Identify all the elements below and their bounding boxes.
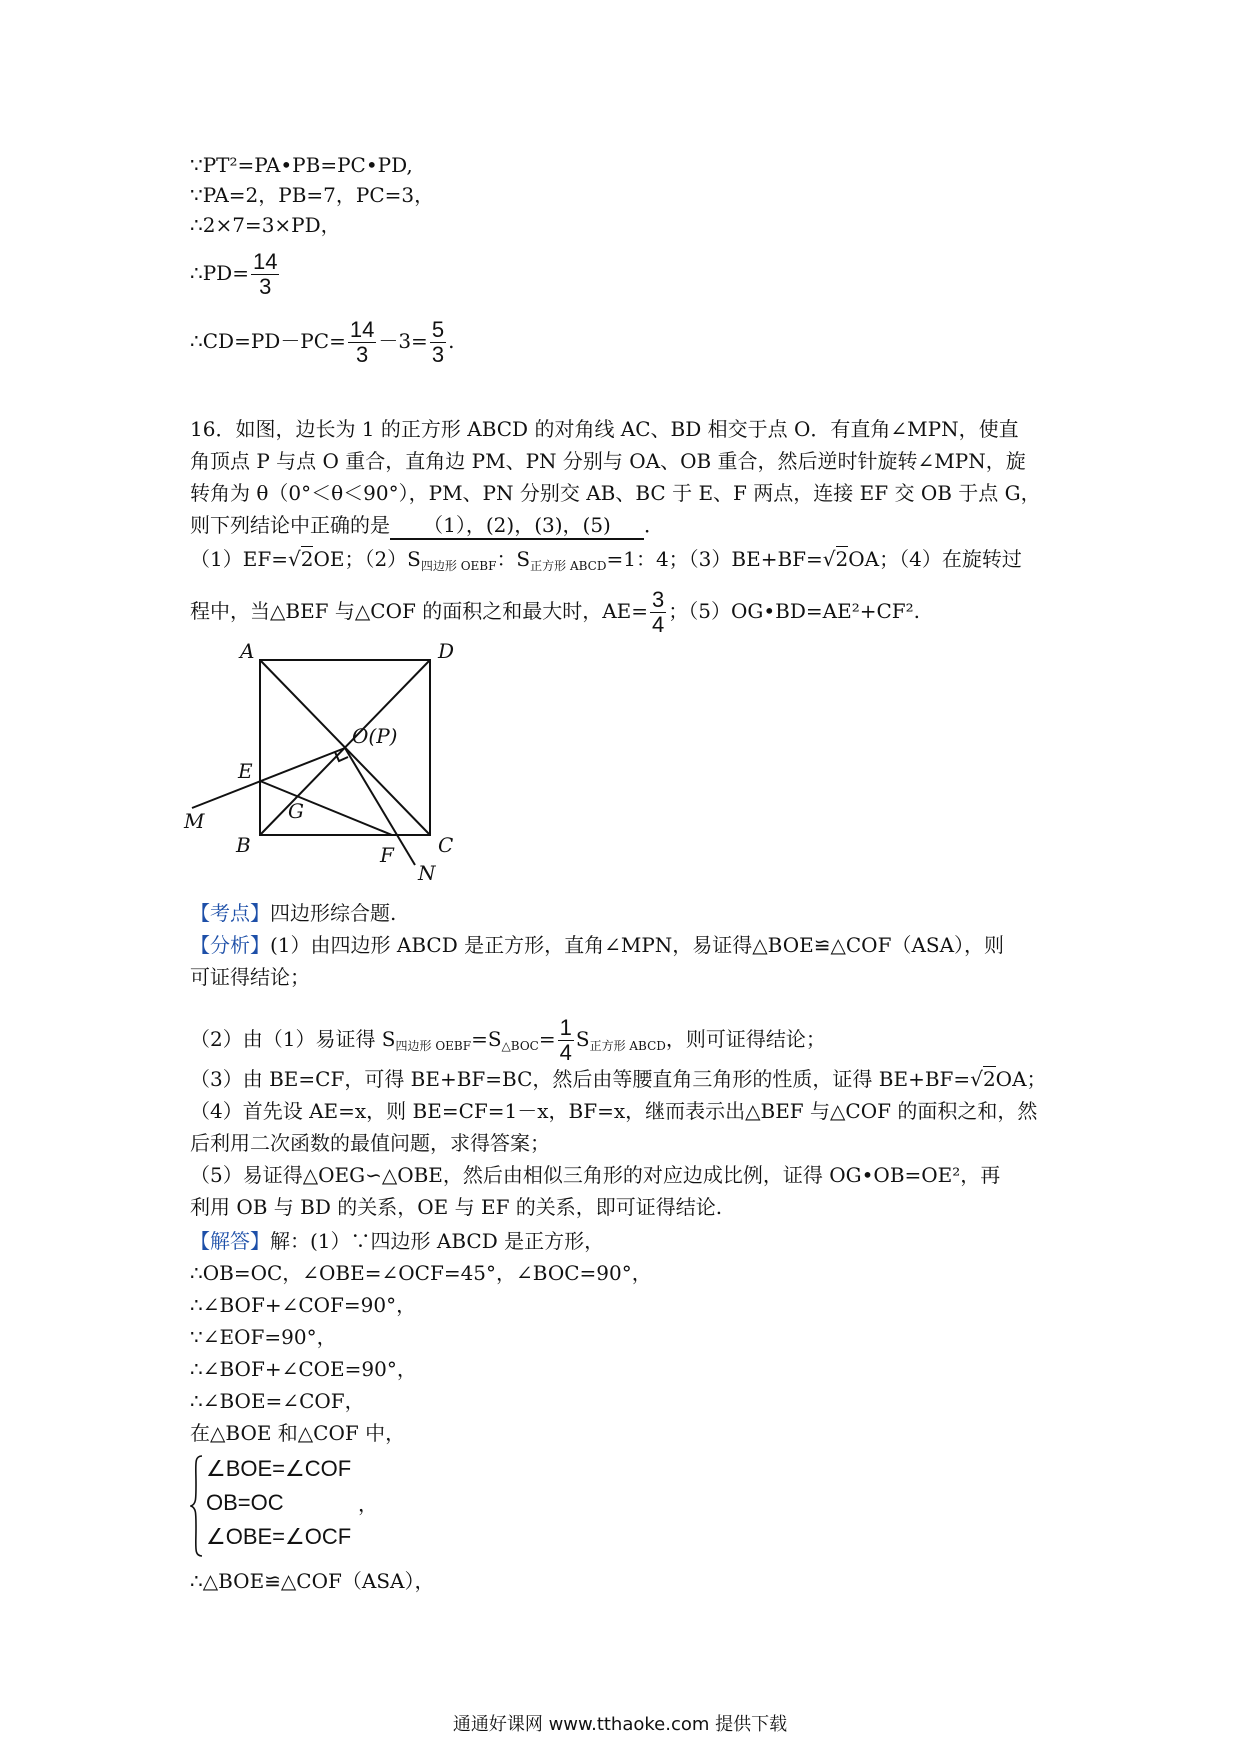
question-suffix: ． — [644, 513, 664, 537]
jieda-line: ∴∠BOF+∠COF=90°， — [190, 1293, 417, 1317]
fenxi-tag: 【分析】 — [190, 933, 270, 957]
sqrt-symbol: √ — [287, 547, 301, 571]
fenxi-text: OA； — [995, 1067, 1047, 1091]
text-line: ∴2×7=3×PD， — [190, 213, 341, 237]
fenxi-text: =S — [471, 1027, 502, 1051]
kaodian-tag: 【考点】 — [190, 901, 270, 925]
opt-text: （1）EF= — [190, 547, 288, 571]
opt-text: 程中，当△BEF 与△COF 的面积之和最大时，AE= — [190, 599, 649, 623]
fenxi-line: 后利用二次函数的最值问题，求得答案； — [190, 1131, 550, 1155]
opt-text: =1：4；（3）BE+BF= — [606, 547, 823, 571]
fenxi-line — [190, 1016, 826, 1065]
subscript: △BOC — [501, 1039, 539, 1053]
jieda-line: ∴∠BOE=∠COF， — [190, 1389, 365, 1413]
fenxi-text: （3）由 BE=CF，可得 BE+BF=BC，然后由等腰直角三角形的性质，证得 BE+BF= — [190, 1067, 971, 1091]
text-line: ∵PT²=PA•PB=PC•PD, — [190, 153, 413, 177]
opt-text: ；（5）OG•BD=AE²+CF². — [668, 599, 921, 623]
question-line: 转角为 θ（0°＜θ＜90°），PM、PN 分别交 AB、BC 于 E、F 两点，连接 EF 交 OB 于点 G， — [190, 481, 1041, 505]
opt-text: ：S — [496, 547, 531, 571]
fraction-denominator: 4 — [652, 612, 665, 637]
question-line — [190, 512, 664, 540]
label-a: A — [240, 640, 255, 663]
cd-mid: －3= — [378, 329, 428, 353]
answer-blank: （1），(2)，(3)，(5) — [390, 512, 644, 540]
fenxi-line: 利用 OB 与 BD 的关系，OE 与 EF 的关系，即可证得结论. — [190, 1195, 723, 1219]
fraction-numerator: 5 — [431, 317, 445, 342]
right-angle-mark — [335, 752, 348, 761]
system-comma: ， — [358, 1492, 378, 1516]
fraction-numerator: 14 — [349, 317, 375, 342]
left-brace — [190, 1454, 204, 1558]
fraction — [558, 1016, 574, 1065]
fenxi-line: （5）易证得△OEG∽△OBE，然后由相似三角形的对应边成比例，证得 OG•OB=OE²，再 — [190, 1163, 1001, 1187]
cd-prefix: ∴CD=PD－PC= — [190, 329, 346, 353]
sqrt-symbol: √ — [970, 1067, 983, 1091]
jieda-line: 在△BOE 和△COF 中， — [190, 1421, 406, 1445]
pd-equation — [190, 250, 281, 299]
question-line: 角顶点 P 与点 O 重合，直角边 PM、PN 分别与 OA、OB 重合，然后逆时针旋转∠MPN，旋 — [190, 449, 1026, 473]
label-n: N — [418, 861, 436, 880]
jieda-line: ∵∠EOF=90°， — [190, 1325, 337, 1349]
label-m: M — [184, 809, 205, 833]
jieda-text: 解：(1）∵四边形 ABCD 是正方形， — [270, 1229, 605, 1253]
kaodian-line — [190, 900, 396, 926]
sqrt-radicand: 2 — [982, 1067, 996, 1091]
ray-pm — [192, 748, 345, 808]
fraction-denominator: 3 — [355, 342, 369, 367]
fraction — [430, 318, 446, 367]
label-o: O(P) — [352, 724, 398, 748]
label-e: E — [238, 759, 253, 783]
options-line — [190, 588, 920, 637]
label-f: F — [380, 843, 394, 867]
fenxi-text: ，则可证得结论； — [665, 1027, 826, 1051]
subscript: 正方形 ABCD — [530, 559, 607, 573]
label-g: G — [288, 799, 304, 823]
fenxi-text: （2）由（1）易证得 S — [190, 1027, 396, 1051]
fenxi-line: 可证得结论； — [190, 965, 310, 989]
segment-ef — [260, 781, 392, 835]
jieda-line: ∴∠BOF+∠COE=90°， — [190, 1357, 417, 1381]
fraction-denominator: 4 — [559, 1040, 572, 1065]
fenxi-text: (1）由四边形 ABCD 是正方形，直角∠MPN，易证得△BOE≌△COF（ASA），则 — [270, 933, 1005, 957]
opt-text: OA；（4）在旋转过 — [848, 547, 1022, 571]
fenxi-text: S — [575, 1027, 590, 1051]
fraction — [251, 250, 279, 299]
fenxi-text: = — [538, 1027, 556, 1051]
cd-equation — [190, 318, 454, 367]
subscript: 四边形 OEBF — [395, 1039, 472, 1053]
jieda-line: ∴OB=OC，∠OBE=∠OCF=45°，∠BOC=90°， — [190, 1261, 652, 1285]
fraction-denominator: 3 — [431, 342, 445, 367]
system-eq-2: OB=OC — [206, 1490, 284, 1515]
fraction-numerator: 3 — [652, 587, 665, 612]
kaodian-text: 四边形综合题. — [270, 901, 397, 925]
jieda-line — [190, 1228, 604, 1254]
system-eq-1: ∠BOE=∠COF — [206, 1456, 352, 1481]
cd-suffix: . — [448, 329, 455, 353]
sqrt-symbol: √ — [822, 547, 836, 571]
sqrt-radicand: 2 — [835, 547, 849, 571]
text-line: ∵PA=2，PB=7，PC=3， — [190, 183, 435, 207]
fraction — [650, 588, 666, 637]
jieda-tag: 【解答】 — [190, 1229, 270, 1253]
fraction — [348, 318, 376, 367]
fenxi-line — [190, 1066, 1047, 1092]
subscript: 正方形 ABCD — [589, 1039, 666, 1053]
fraction-denominator: 3 — [259, 274, 272, 299]
options-line — [190, 546, 1022, 579]
system-eq-3: ∠OBE=∠OCF — [206, 1524, 352, 1549]
pd-prefix: ∴PD= — [190, 261, 249, 285]
fraction-numerator: 14 — [252, 249, 278, 274]
label-d: D — [438, 640, 455, 663]
opt-text: OE；（2）S — [313, 547, 421, 571]
fraction-numerator: 1 — [559, 1015, 572, 1040]
equation-system — [190, 1452, 590, 1560]
geometry-figure — [180, 640, 500, 880]
fenxi-line: （4）首先设 AE=x，则 BE=CF=1－x，BF=x，继而表示出△BEF 与△COF 的面积之和，然 — [190, 1099, 1038, 1123]
label-c: C — [438, 833, 454, 857]
question-prefix: 则下列结论中正确的是 — [190, 513, 390, 537]
label-b: B — [236, 833, 251, 857]
subscript: 四边形 OEBF — [420, 559, 497, 573]
jieda-line: ∴△BOE≌△COF（ASA）， — [190, 1569, 435, 1593]
sqrt-radicand: 2 — [300, 547, 314, 571]
page-footer: 通通好课网 www.tthaoke.com 提供下载 — [452, 1714, 788, 1735]
question-line: 16．如图，边长为 1 的正方形 ABCD 的对角线 AC、BD 相交于点 O．有直角∠MPN，使直 — [190, 417, 1019, 441]
fenxi-line — [190, 932, 1004, 958]
